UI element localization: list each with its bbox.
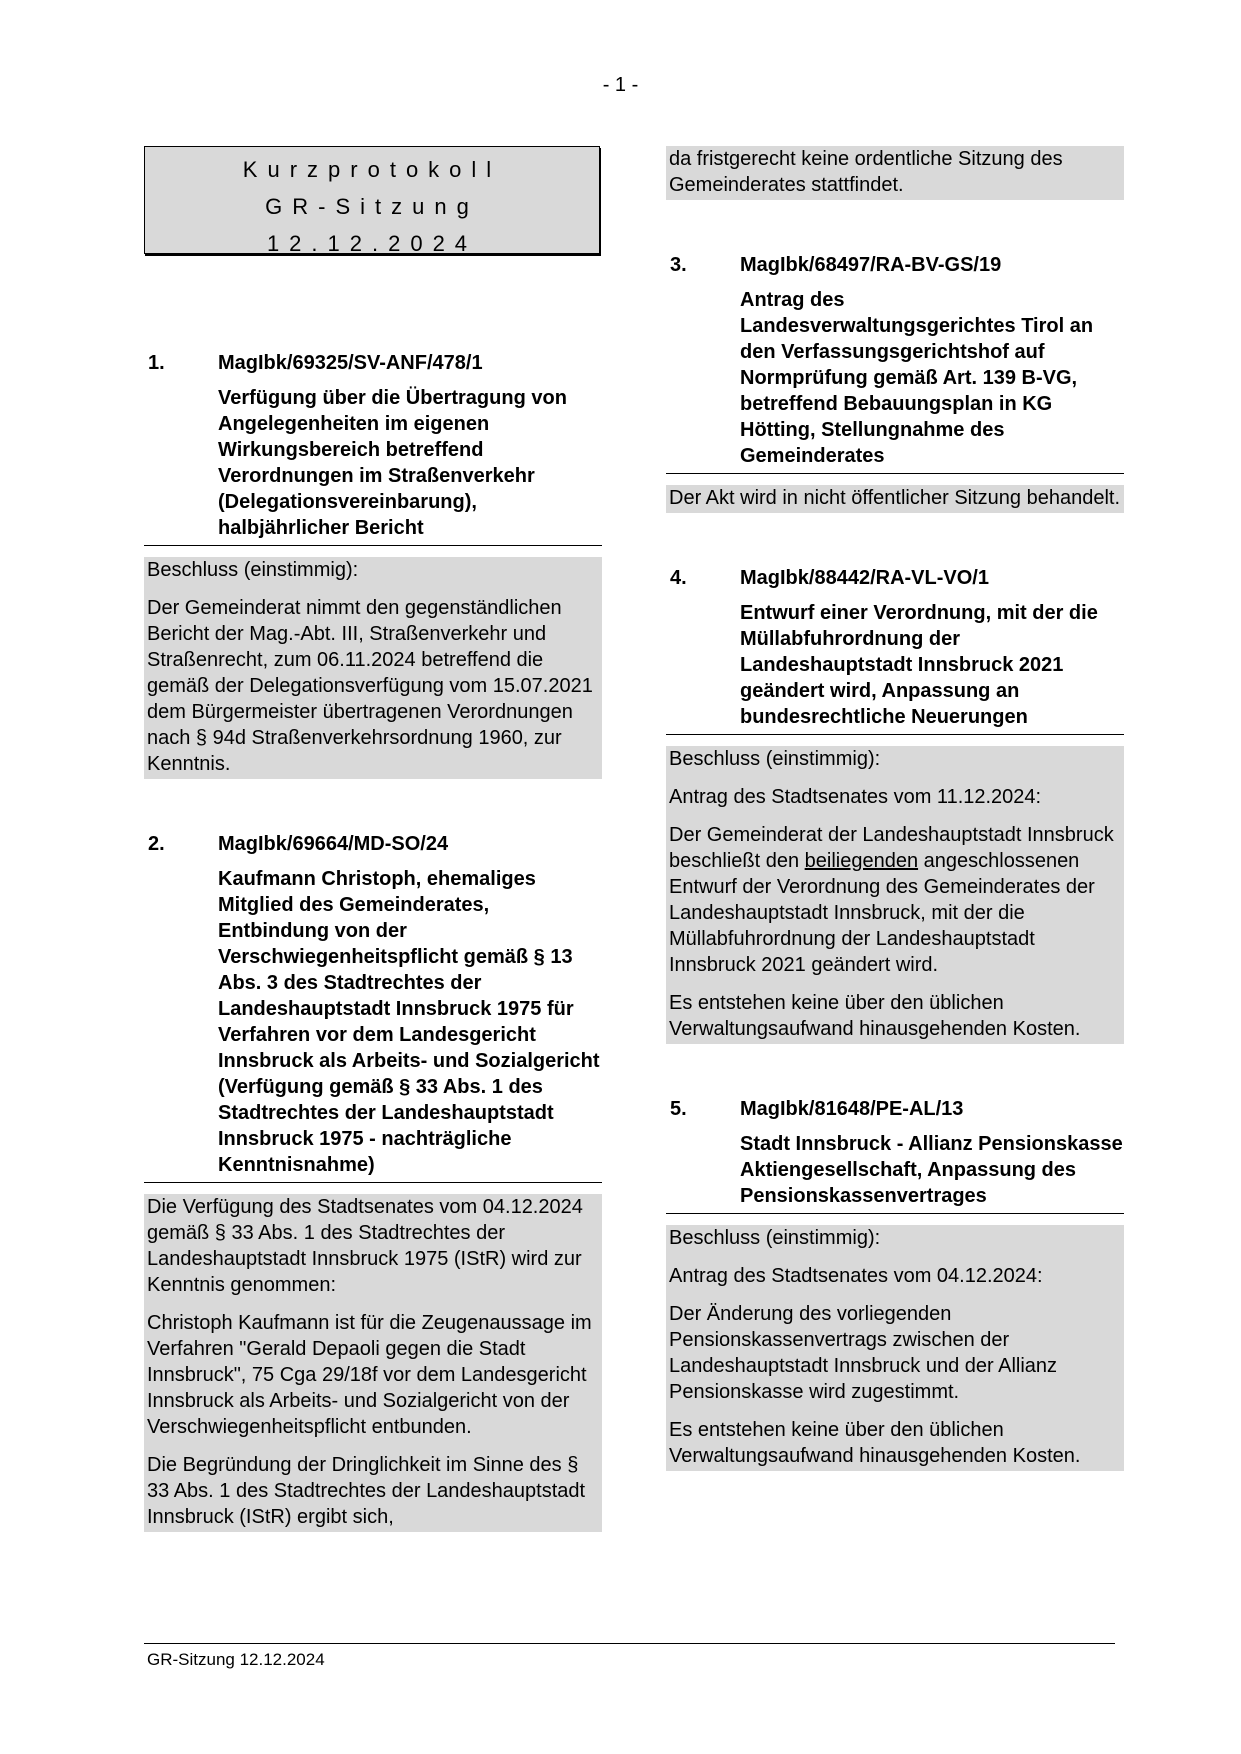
item-decision: [666, 1225, 1124, 1471]
decision-text: Der Akt wird in nicht öffentlicher Sitzung behandelt.: [669, 487, 1120, 509]
item-heading: [666, 1096, 1124, 1122]
underlined-word: beiliegenden: [804, 850, 919, 872]
item-heading: [144, 350, 602, 376]
agenda-item-5: [666, 1096, 1124, 1471]
agenda-item-1: [144, 350, 602, 779]
item-decision: [144, 557, 602, 779]
item-heading: [666, 252, 1124, 278]
item-reference: MagIbk/81648/PE-AL/13: [740, 1098, 964, 1120]
title-box: [144, 146, 600, 254]
decision-text: Christoph Kaufmann ist für die Zeugenaussage im Verfahren "Gerald Depaoli gegen die Stadt Innsbruck", 75 Cga 29/18f vor dem Landesgericht Innsbruck als Arbeits- und Sozialgericht von der Verschwiegenheitspflicht entbunden.: [147, 1312, 592, 1438]
decision-text: Die Begründung der Dringlichkeit im Sinne des § 33 Abs. 1 des Stadtrechtes der Landeshauptstadt Innsbruck (IStR) ergibt sich,: [147, 1454, 586, 1528]
agenda-item-2: [144, 831, 602, 1532]
decision-text: [669, 822, 1121, 978]
item-heading: [666, 565, 1124, 591]
item-2-continuation: [666, 146, 1124, 200]
agenda-item-4: [666, 565, 1124, 1044]
agenda-item-3: [666, 252, 1124, 513]
item-title: Entwurf einer Verordnung, mit der die Müllabfuhrordnung der Landeshauptstadt Innsbruck 2021 geändert wird, Anpassung an bundesrechtliche Neuerungen: [740, 602, 1098, 728]
item-reference: MagIbk/69325/SV-ANF/478/1: [218, 352, 483, 374]
item-number: 3.: [670, 254, 687, 276]
item-title: Stadt Innsbruck - Allianz Pensionskasse Aktiengesellschaft, Anpassung des Pensionskassenvertrages: [740, 1133, 1123, 1207]
item-title: Antrag des Landesverwaltungsgerichtes Tirol an den Verfassungsgerichtshof auf Normprüfung gemäß Art. 139 B-VG, betreffend Bebauungsplan in KG Hötting, Stellungnahme des Gemeinderates: [740, 289, 1094, 467]
item-decision: [666, 485, 1124, 513]
decision-label: Beschluss (einstimmig):: [669, 748, 881, 770]
item-reference: MagIbk/88442/RA-VL-VO/1: [740, 567, 989, 589]
decision-label: Beschluss (einstimmig):: [147, 559, 359, 581]
title-line-2: GR-Sitzung: [265, 194, 479, 219]
item-number: 2.: [148, 833, 165, 855]
decision-text: da fristgerecht keine ordentliche Sitzung des Gemeinderates stattfindet.: [669, 148, 1063, 196]
title-line-1: Kurzprotokoll: [242, 157, 502, 182]
decision-text: Der Gemeinderat nimmt den gegenständlichen Bericht der Mag.-Abt. III, Straßenverkehr und Straßenrecht, zum 06.11.2024 betreffend die gemäß der Delegationsverfügung vom 15.07.2021 dem Bürgermeister übertragenen Verordnungen nach § 94d Straßenverkehrsordnung 1960, zur Kenntnis.: [147, 597, 593, 775]
left-column: [144, 146, 602, 1532]
cost-note: Es entstehen keine über den üblichen Verwaltungsaufwand hinausgehenden Kosten.: [669, 992, 1081, 1040]
right-column: [666, 146, 1124, 1471]
divider: [144, 1182, 602, 1183]
decision-label: Beschluss (einstimmig):: [669, 1227, 881, 1249]
title-line-3: 12.12.2024: [266, 231, 478, 256]
item-decision: [144, 1194, 602, 1532]
divider: [666, 473, 1124, 474]
divider: [144, 545, 602, 546]
divider: [666, 734, 1124, 735]
divider: [666, 1213, 1124, 1214]
item-heading: [144, 831, 602, 857]
decision-text-part: angeschlossenen Entwurf der Verordnung des Gemeinderates der Landeshauptstadt Innsbruck, mit der die Müllabfuhrordnung der Landeshauptstadt Innsbruck 2021 geändert wird.: [669, 850, 1095, 976]
motion-label: Antrag des Stadtsenates vom 11.12.2024:: [669, 786, 1042, 808]
item-number: 4.: [670, 567, 687, 589]
page-number: - 1 -: [602, 74, 639, 96]
decision-text: Die Verfügung des Stadtsenates vom 04.12.2024 gemäß § 33 Abs. 1 des Stadtrechtes der Landeshauptstadt Innsbruck 1975 (IStR) wird zur Kenntnis genommen:: [147, 1196, 583, 1296]
cost-note: Es entstehen keine über den üblichen Verwaltungsaufwand hinausgehenden Kosten.: [669, 1419, 1081, 1467]
item-title: Kaufmann Christoph, ehemaliges Mitglied des Gemeinderates, Entbindung von der Verschwiegenheitspflicht gemäß § 13 Abs. 3 des Stadtrechtes der Landeshauptstadt Innsbruck 1975 für Verfahren vor dem Landesgericht Innsbruck als Arbeits- und Sozialgericht (Verfügung gemäß § 33 Abs. 1 des Stadtrechtes der Landeshauptstadt Innsbruck 1975 - nachträgliche Kenntnisnahme): [218, 868, 600, 1176]
item-decision: [666, 746, 1124, 1044]
footer-text: GR-Sitzung 12.12.2024: [147, 1650, 325, 1669]
item-number: 1.: [148, 352, 165, 374]
footer-divider: [144, 1643, 1115, 1644]
decision-text: Der Änderung des vorliegenden Pensionskassenvertrags zwischen der Landeshauptstadt Innsbruck und der Allianz Pensionskasse wird zugestimmt.: [669, 1303, 1058, 1403]
item-reference: MagIbk/69664/MD-SO/24: [218, 833, 449, 855]
decision-text-part: Der Gemeinderat der Landeshauptstadt Innsbruck beschließt den: [669, 824, 1114, 872]
item-number: 5.: [670, 1098, 687, 1120]
item-reference: MagIbk/68497/RA-BV-GS/19: [740, 254, 1002, 276]
motion-label: Antrag des Stadtsenates vom 04.12.2024:: [669, 1265, 1043, 1287]
item-title: Verfügung über die Übertragung von Angelegenheiten im eigenen Wirkungsbereich betreffend Verordnungen im Straßenverkehr (Delegationsvereinbarung), halbjährlicher Bericht: [218, 387, 567, 539]
